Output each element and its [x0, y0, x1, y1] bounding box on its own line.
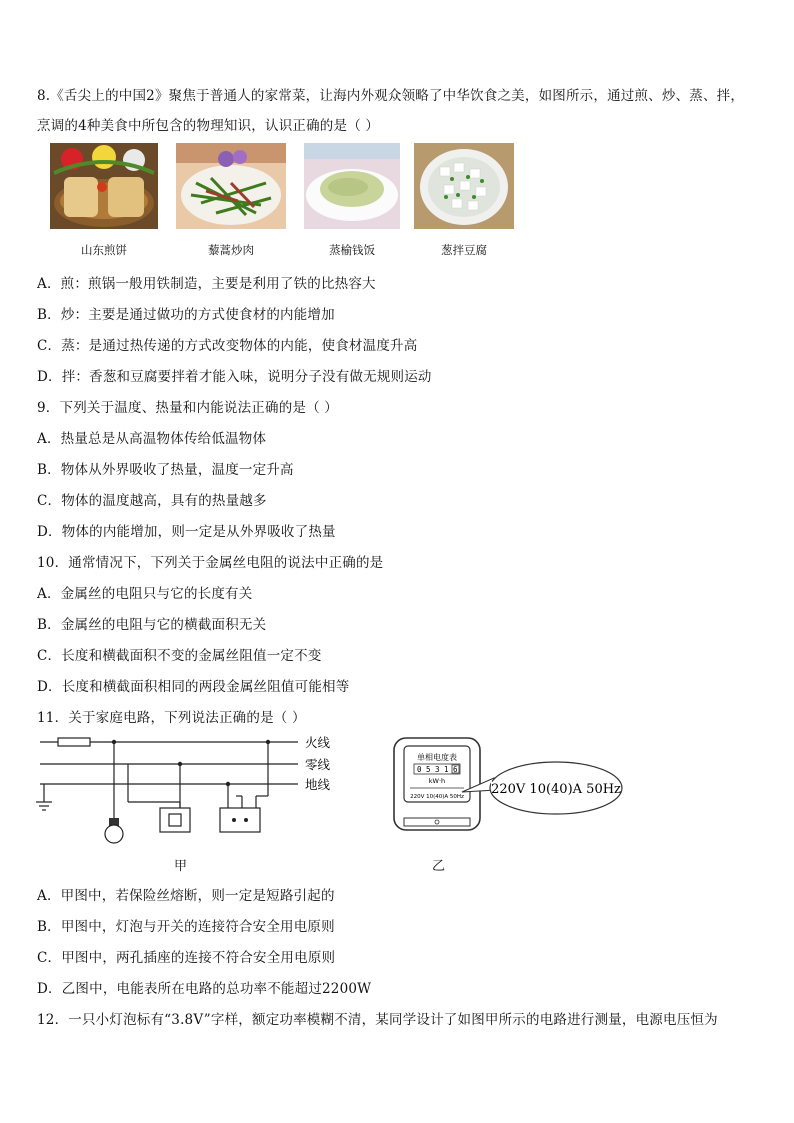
q11-option-c: C．甲图中，两孔插座的连接不符合安全用电原则: [37, 950, 336, 966]
food-photo-tofu: [414, 143, 514, 229]
caption-tofu: 葱拌豆腐: [441, 243, 487, 257]
q8-stem-line2: 烹调的4种美食中所包含的物理知识，认识正确的是（ ）: [37, 118, 380, 134]
label-ground-wire: 地线: [305, 777, 331, 792]
food-photo-steamed-rice: [304, 143, 400, 229]
q8-option-c: C．蒸：是通过热传递的方式改变物体的内能，使食材温度升高: [37, 338, 418, 354]
q10-option-d: D．长度和横截面积相同的两段金属丝阻值可能相等: [37, 679, 350, 695]
q11-option-a: A．甲图中，若保险丝熔断，则一定是短路引起的: [37, 888, 335, 904]
meter-unit: kW·h: [428, 777, 446, 785]
lamp-icon: [105, 818, 123, 843]
q8-option-b: B．炒：主要是通过做功的方式使食材的内能增加: [37, 307, 335, 323]
caption-stirfry: 藜蒿炒肉: [208, 243, 254, 257]
meter-digit: 1: [444, 765, 449, 774]
q10-option-b: B．金属丝的电阻与它的横截面积无关: [37, 617, 267, 633]
meter-digit: 0: [417, 765, 422, 774]
meter-title: 单相电度表: [417, 753, 457, 762]
q9-option-a: A．热量总是从高温物体传给低温物体: [37, 431, 267, 447]
food-photo-jianbing: [50, 143, 158, 229]
label-live-wire: 火线: [305, 735, 331, 750]
electric-meter-yi: [390, 734, 630, 838]
q9-stem: 9．下列关于温度、热量和内能说法正确的是（ ）: [37, 400, 338, 416]
meter-small-text: 220V 10(40)A 50Hz: [410, 794, 464, 800]
q10-stem: 10．通常情况下，下列关于金属丝电阻的说法中正确的是: [37, 555, 384, 571]
food-photo-stirfry: [176, 143, 286, 229]
q10-option-a: A．金属丝的电阻只与它的长度有关: [37, 586, 253, 602]
q11-stem: 11．关于家庭电路，下列说法正确的是（ ）: [37, 710, 306, 726]
label-neutral-wire: 零线: [305, 757, 331, 772]
meter-bubble-text: 220V 10(40)A 50Hz: [491, 782, 621, 797]
meter-digit: 6: [453, 765, 458, 774]
q12-stem: 12．一只小灯泡标有“3.8V”字样，额定功率模糊不清，某同学设计了如图甲所示的电路进行测量，电源电压恒为: [37, 1012, 718, 1028]
q8-option-a: A．煎：煎锅一般用铁制造，主要是利用了铁的比热容大: [37, 276, 376, 292]
q11-option-d: D．乙图中，电能表所在电路的总功率不能超过2200W: [37, 981, 372, 997]
q9-option-b: B．物体从外界吸收了热量，温度一定升高: [37, 462, 294, 478]
q10-option-c: C．长度和横截面积不变的金属丝阻值一定不变: [37, 648, 322, 664]
q9-option-c: C．物体的温度越高，具有的热量越多: [37, 493, 267, 509]
q11-option-b: B．甲图中，灯泡与开关的连接符合安全用电原则: [37, 919, 335, 935]
meter-digit: 3: [435, 765, 440, 774]
circuit-diagram-jia: [30, 730, 350, 850]
meter-digit: 5: [426, 765, 431, 774]
fuse-icon: [58, 738, 90, 746]
switch-icon: [160, 808, 190, 832]
figure-label-jia: 甲: [174, 859, 188, 874]
figure-label-yi: 乙: [432, 859, 446, 874]
caption-jianbing: 山东煎饼: [81, 243, 127, 257]
caption-steamed-rice: 蒸榆钱饭: [329, 243, 375, 257]
q9-option-d: D．物体的内能增加，则一定是从外界吸收了热量: [37, 524, 336, 540]
q8-option-d: D．拌：香葱和豆腐要拌着才能入味，说明分子没有做无规则运动: [37, 369, 432, 385]
socket-icon: [220, 808, 260, 832]
q8-stem-line1: 8.《舌尖上的中国2》聚焦于普通人的家常菜，让海内外观众领略了中华饮食之美，如图所示，通过煎、炒、蒸、拌，: [37, 88, 745, 104]
